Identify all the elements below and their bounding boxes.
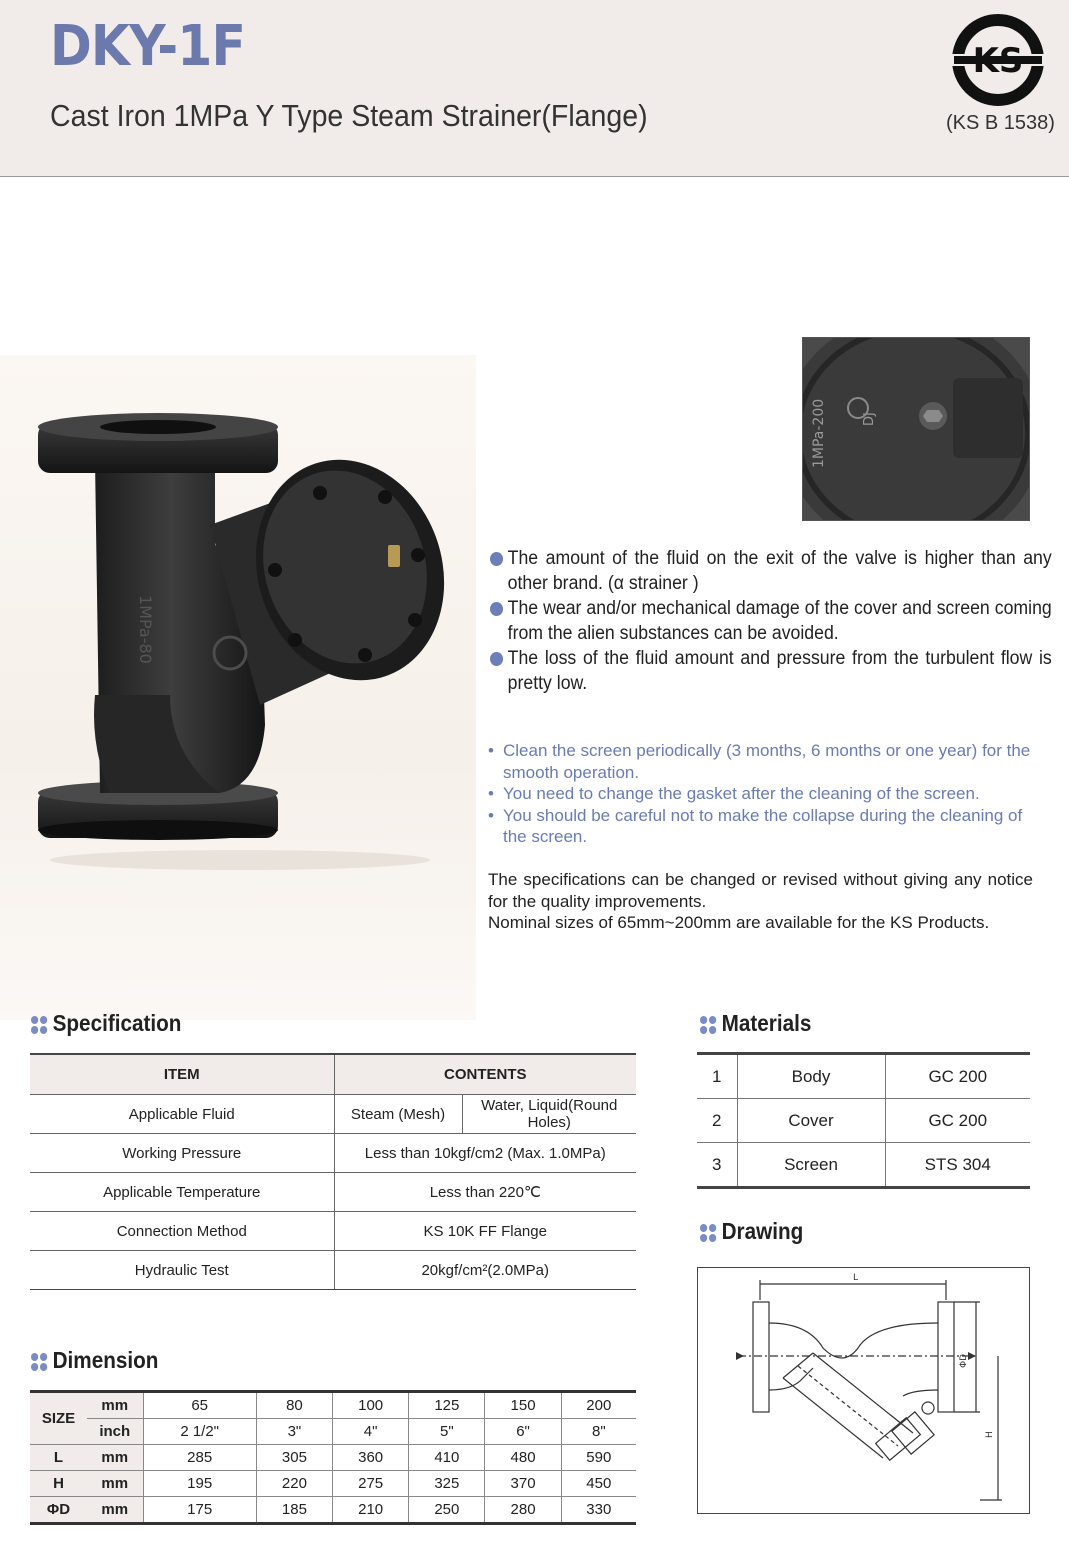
table-row [697, 1143, 1030, 1188]
spec-value: Water, Liquid(Round Holes) [462, 1095, 636, 1134]
table-row [697, 1054, 1030, 1099]
size-mm: 100 [333, 1392, 409, 1419]
dim-value: 330 [561, 1497, 636, 1524]
model-number: DKY-1F [50, 14, 246, 79]
maintenance-notes [488, 740, 1033, 848]
table-row [30, 1095, 636, 1134]
drawing-heading [700, 1218, 803, 1245]
table-row [30, 1392, 636, 1419]
dimension-table [30, 1390, 636, 1525]
size-mm: 80 [256, 1392, 332, 1419]
detail-marking-pressure: 1MPa-200 [811, 398, 827, 468]
material-spec: GC 200 [885, 1099, 1030, 1143]
specification-table [30, 1053, 636, 1290]
disclaimer-line: Nominal sizes of 65mm~200mm are available for the KS Products. [488, 913, 990, 932]
dim-value: 195 [143, 1471, 256, 1497]
feature-item: The amount of the fluid on the exit of the valve is higher than any other brand. (α strainer ) [490, 546, 1052, 596]
table-row [697, 1099, 1030, 1143]
dimension-label-h: H [985, 1431, 995, 1438]
dim-label: ΦD [30, 1497, 87, 1524]
material-part: Cover [737, 1099, 885, 1143]
dim-value: 280 [485, 1497, 561, 1524]
unit-label: inch [87, 1419, 143, 1445]
spec-value: Steam (Mesh) [334, 1095, 462, 1134]
unit-label: mm [87, 1497, 143, 1524]
size-label: SIZE [30, 1392, 87, 1445]
dim-value: 185 [256, 1497, 332, 1524]
table-row [30, 1173, 636, 1212]
feature-item: The loss of the fluid amount and pressure from the turbulent flow is pretty low. [490, 646, 1052, 696]
dim-label: L [30, 1445, 87, 1471]
dim-value: 250 [409, 1497, 485, 1524]
size-inch: 8" [561, 1419, 636, 1445]
dim-value: 360 [333, 1445, 409, 1471]
unit-label: mm [87, 1445, 143, 1471]
specification-title: Specification [52, 1010, 182, 1036]
table-row [30, 1251, 636, 1290]
spec-item: Connection Method [30, 1212, 334, 1251]
disclaimer [488, 869, 1033, 934]
dim-value: 175 [143, 1497, 256, 1524]
technical-drawing [697, 1267, 1030, 1514]
dim-value: 450 [561, 1471, 636, 1497]
spec-value: Less than 10kgf/cm2 (Max. 1.0MPa) [334, 1134, 636, 1173]
unit-label: mm [87, 1392, 143, 1419]
drawing-title: Drawing [721, 1218, 804, 1244]
size-inch: 3" [256, 1419, 332, 1445]
materials-heading [700, 1010, 811, 1037]
material-part: Screen [737, 1143, 885, 1188]
spec-value: Less than 220℃ [334, 1173, 636, 1212]
spec-value: 20kgf/cm²(2.0MPa) [334, 1251, 636, 1290]
table-header-row [30, 1054, 636, 1095]
material-no: 1 [697, 1054, 737, 1099]
note-item: • Clean the screen periodically (3 months, 6 months or one year) for the smooth operation. [488, 740, 1033, 783]
size-mm: 200 [561, 1392, 636, 1419]
note-item: • You need to change the gasket after the cleaning of the screen. [488, 783, 1033, 805]
dimension-label-l: L [853, 1273, 859, 1283]
size-inch: 6" [485, 1419, 561, 1445]
ks-certification-logo [950, 12, 1046, 108]
spec-item: Hydraulic Test [30, 1251, 334, 1290]
size-inch: 4" [333, 1419, 409, 1445]
ks-logo-text: KS [972, 41, 1024, 81]
table-row [30, 1471, 636, 1497]
detail-marking-maker: DJ [862, 412, 877, 426]
size-inch: 2 1/2" [143, 1419, 256, 1445]
dim-value: 305 [256, 1445, 332, 1471]
material-spec: GC 200 [885, 1054, 1030, 1099]
specification-heading [31, 1010, 181, 1037]
spec-item: Working Pressure [30, 1134, 334, 1173]
table-row [30, 1445, 636, 1471]
dim-value: 325 [409, 1471, 485, 1497]
dim-value: 590 [561, 1445, 636, 1471]
size-mm: 65 [143, 1392, 256, 1419]
dim-value: 410 [409, 1445, 485, 1471]
table-row [30, 1419, 636, 1445]
dim-value: 370 [485, 1471, 561, 1497]
dim-value: 480 [485, 1445, 561, 1471]
table-row [30, 1134, 636, 1173]
dim-value: 275 [333, 1471, 409, 1497]
dim-label: H [30, 1471, 87, 1497]
disclaimer-line: The specifications can be changed or revised without giving any notice for the quality improvements. [488, 870, 1033, 911]
dim-value: 220 [256, 1471, 332, 1497]
size-mm: 125 [409, 1392, 485, 1419]
size-inch: 5" [409, 1419, 485, 1445]
spec-value: KS 10K FF Flange [334, 1212, 636, 1251]
dimension-title: Dimension [52, 1347, 159, 1373]
section-bullet-icon [700, 1224, 716, 1242]
material-part: Body [737, 1054, 885, 1099]
spec-item: Applicable Temperature [30, 1173, 334, 1212]
item-header: ITEM [30, 1054, 334, 1095]
material-no: 2 [697, 1099, 737, 1143]
feature-list [490, 546, 1052, 696]
material-spec: STS 304 [885, 1143, 1030, 1188]
dim-value: 210 [333, 1497, 409, 1524]
size-mm: 150 [485, 1392, 561, 1419]
dim-value: 285 [143, 1445, 256, 1471]
unit-label: mm [87, 1471, 143, 1497]
materials-table [697, 1052, 1030, 1189]
spec-item: Applicable Fluid [30, 1095, 334, 1134]
dimension-heading [31, 1347, 158, 1374]
contents-header: CONTENTS [334, 1054, 636, 1095]
ks-standard-number: (KS B 1538) [946, 112, 1055, 134]
section-bullet-icon [31, 1353, 47, 1371]
feature-item: The wear and/or mechanical damage of the cover and screen coming from the alien substances can be avoided. [490, 596, 1052, 646]
product-subtitle: Cast Iron 1MPa Y Type Steam Strainer(Flange) [50, 98, 648, 133]
y-strainer-photo [20, 405, 460, 875]
header-band [0, 0, 1069, 177]
cover-detail-photo [802, 337, 1030, 521]
table-row [30, 1212, 636, 1251]
dimension-label-d: ΦD [959, 1353, 969, 1368]
materials-title: Materials [721, 1010, 812, 1036]
body-marking: 1MPa-80 [136, 595, 155, 664]
section-bullet-icon [700, 1016, 716, 1034]
section-bullet-icon [31, 1016, 47, 1034]
table-row [30, 1497, 636, 1524]
note-item: • You should be careful not to make the collapse during the cleaning of the screen. [488, 805, 1033, 848]
material-no: 3 [697, 1143, 737, 1188]
